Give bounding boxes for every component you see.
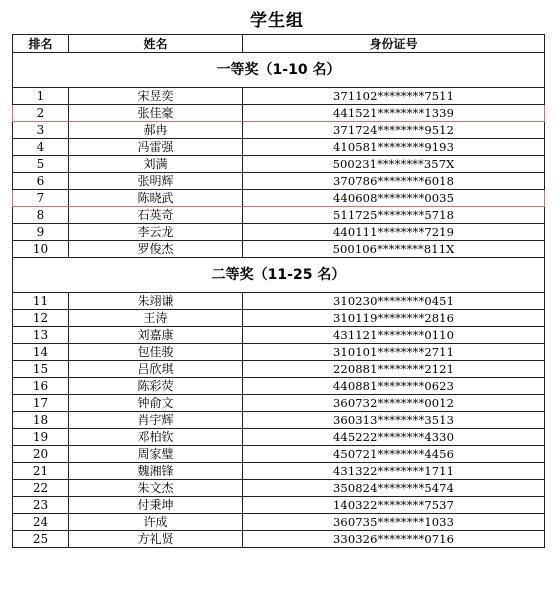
table-row (13, 497, 545, 514)
id-cell: 431322********1711 (243, 463, 545, 480)
table-row (13, 156, 545, 173)
table-row (13, 105, 545, 122)
rank-cell: 5 (13, 156, 69, 173)
rank-cell: 1 (13, 88, 69, 105)
name-cell: 朱翊谦 (69, 293, 243, 310)
rank-cell: 16 (13, 378, 69, 395)
rank-cell: 19 (13, 429, 69, 446)
section-heading: 二等奖（11-25 名） (13, 258, 545, 293)
name-cell: 钟俞文 (69, 395, 243, 412)
id-cell: 360313********3513 (243, 412, 545, 429)
name-cell: 张明辉 (69, 173, 243, 190)
rank-cell: 17 (13, 395, 69, 412)
name-cell: 李云龙 (69, 224, 243, 241)
rank-cell: 25 (13, 531, 69, 548)
name-cell: 邓柏钦 (69, 429, 243, 446)
rank-cell: 18 (13, 412, 69, 429)
table-row (13, 395, 545, 412)
table-row (13, 412, 545, 429)
name-cell: 罗俊杰 (69, 241, 243, 258)
rank-cell: 15 (13, 361, 69, 378)
name-cell: 郝冉 (69, 122, 243, 139)
table-row (13, 190, 545, 207)
id-cell: 140322********7537 (243, 497, 545, 514)
page-title: 学生组 (250, 11, 304, 31)
rank-cell: 3 (13, 122, 69, 139)
id-cell: 360735********1033 (243, 514, 545, 531)
table-row (13, 327, 545, 344)
name-cell: 付秉坤 (69, 497, 243, 514)
rank-cell: 13 (13, 327, 69, 344)
rank-cell: 7 (13, 190, 69, 207)
id-cell: 310101********2711 (243, 344, 545, 361)
section-heading: 一等奖（1-10 名） (13, 53, 545, 88)
id-cell: 371102********7511 (243, 88, 545, 105)
id-cell: 431121********0110 (243, 327, 545, 344)
id-cell: 441521********1339 (243, 105, 545, 122)
table-row (13, 429, 545, 446)
id-cell: 440608********0035 (243, 190, 545, 207)
id-cell: 310230********0451 (243, 293, 545, 310)
table-row (13, 310, 545, 327)
name-cell: 陈彩荧 (69, 378, 243, 395)
name-cell: 方礼贤 (69, 531, 243, 548)
id-cell: 330326********0716 (243, 531, 545, 548)
rank-cell: 14 (13, 344, 69, 361)
table-row (13, 173, 545, 190)
id-cell: 440881********0623 (243, 378, 545, 395)
name-cell: 许成 (69, 514, 243, 531)
rank-cell: 9 (13, 224, 69, 241)
id-cell: 220881********2121 (243, 361, 545, 378)
table-row (13, 361, 545, 378)
name-cell: 肖宇辉 (69, 412, 243, 429)
table-row (13, 378, 545, 395)
table-row (13, 293, 545, 310)
id-cell: 370786********6018 (243, 173, 545, 190)
name-cell: 包佳骏 (69, 344, 243, 361)
id-cell: 350824********5474 (243, 480, 545, 497)
table-row (13, 241, 545, 258)
rank-cell: 11 (13, 293, 69, 310)
name-cell: 宋昱奕 (69, 88, 243, 105)
table-row (13, 88, 545, 105)
table-row (13, 480, 545, 497)
table-row (13, 122, 545, 139)
name-cell: 吕欣琪 (69, 361, 243, 378)
rank-cell: 21 (13, 463, 69, 480)
name-cell: 王涛 (69, 310, 243, 327)
rank-cell: 24 (13, 514, 69, 531)
table-row (13, 446, 545, 463)
section-heading-row (13, 258, 545, 293)
name-cell: 刘嘉康 (69, 327, 243, 344)
table-header-row (13, 35, 545, 53)
id-cell: 511725********5718 (243, 207, 545, 224)
table-row (13, 207, 545, 224)
table-body (13, 53, 545, 548)
table-row (13, 224, 545, 241)
table-row (13, 531, 545, 548)
awards-table (12, 34, 545, 548)
name-cell: 冯雷强 (69, 139, 243, 156)
rank-cell: 6 (13, 173, 69, 190)
id-cell: 410581********9193 (243, 139, 545, 156)
rank-cell: 10 (13, 241, 69, 258)
id-cell: 360732********0012 (243, 395, 545, 412)
name-cell: 朱文杰 (69, 480, 243, 497)
id-cell: 440111********7219 (243, 224, 545, 241)
id-cell: 310119********2816 (243, 310, 545, 327)
table-row (13, 514, 545, 531)
rank-cell: 8 (13, 207, 69, 224)
header-name: 姓名 (69, 35, 243, 53)
rank-cell: 20 (13, 446, 69, 463)
id-cell: 445222********4330 (243, 429, 545, 446)
name-cell: 周家璧 (69, 446, 243, 463)
id-cell: 500231********357X (243, 156, 545, 173)
section-heading-row (13, 53, 545, 88)
id-cell: 450721********4456 (243, 446, 545, 463)
rank-cell: 12 (13, 310, 69, 327)
header-id: 身份证号 (243, 35, 545, 53)
table-row (13, 344, 545, 361)
name-cell: 石英奇 (69, 207, 243, 224)
rank-cell: 23 (13, 497, 69, 514)
table-row (13, 463, 545, 480)
id-cell: 500106********811X (243, 241, 545, 258)
name-cell: 刘满 (69, 156, 243, 173)
rank-cell: 2 (13, 105, 69, 122)
table-row (13, 139, 545, 156)
rank-cell: 4 (13, 139, 69, 156)
id-cell: 371724********9512 (243, 122, 545, 139)
name-cell: 魏湘锋 (69, 463, 243, 480)
name-cell: 陈晓武 (69, 190, 243, 207)
header-rank: 排名 (13, 35, 69, 53)
name-cell: 张佳豪 (69, 105, 243, 122)
rank-cell: 22 (13, 480, 69, 497)
